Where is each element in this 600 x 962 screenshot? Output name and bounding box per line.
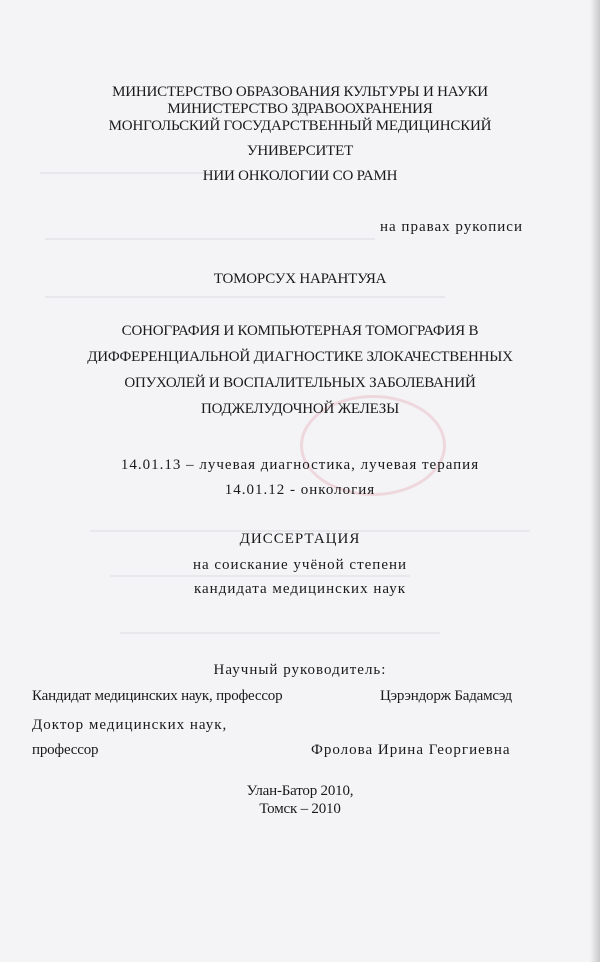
institute-name: НИИ ОНКОЛОГИИ СО РАМН (202, 168, 398, 184)
supervisor-1-degree: Кандидат медицинских наук, профессор (32, 688, 283, 704)
place-year-line-1: Улан-Батор 2010, (246, 783, 354, 799)
supervisor-1-name: Цэрэндорж Бадамсэд (380, 688, 512, 704)
title-line-1: СОНОГРАФИЯ И КОМПЬЮТЕРНАЯ ТОМОГРАФИЯ В (121, 323, 479, 339)
supervisor-2-degree-line-1: Доктор медицинских наук, (32, 717, 228, 733)
university-line-1: МОНГОЛЬСКИЙ ГОСУДАРСТВЕННЫЙ МЕДИЦИНСКИЙ (108, 118, 492, 134)
supervisor-2-name: Фролова Ирина Георгиевна (311, 742, 511, 758)
bleed-through-mark (110, 575, 410, 577)
ministry-line-1: МИНИСТЕРСТВО ОБРАЗОВАНИЯ КУЛЬТУРЫ И НАУКИ (112, 84, 488, 100)
dissertation-heading: ДИССЕРТАЦИЯ (239, 531, 361, 547)
bleed-through-mark (120, 632, 440, 634)
supervisor-2-degree-line-2: профессор (32, 742, 99, 758)
title-line-3: ОПУХОЛЕЙ И ВОСПАЛИТЕЛЬНЫХ ЗАБОЛЕВАНИЙ (124, 375, 476, 391)
specialty-line-2: 14.01.12 - онкология (224, 482, 376, 498)
title-line-2: ДИФФЕРЕНЦИАЛЬНОЙ ДИАГНОСТИКЕ ЗЛОКАЧЕСТВЕННЫХ (87, 349, 513, 365)
title-line-4: ПОДЖЕЛУДОЧНОЙ ЖЕЛЕЗЫ (200, 401, 400, 417)
bleed-through-mark (45, 296, 445, 298)
ministry-line-2: МИНИСТЕРСТВО ЗДРАВООХРАНЕНИЯ (167, 101, 433, 117)
specialty-line-1: 14.01.13 – лучевая диагностика, лучевая терапия (120, 457, 480, 473)
degree-line-1: на соискание учёной степени (192, 557, 408, 573)
author-name: ТОМОРСУХ НАРАНТУЯА (213, 271, 387, 287)
place-year-line-2: Томск – 2010 (259, 801, 341, 817)
manuscript-note: на правах рукописи (380, 219, 523, 235)
university-line-2: УНИВЕРСИТЕТ (246, 143, 354, 159)
bleed-through-mark (45, 238, 375, 240)
degree-line-2: кандидата медицинских наук (193, 581, 407, 597)
supervisor-heading: Научный руководитель: (213, 662, 387, 678)
